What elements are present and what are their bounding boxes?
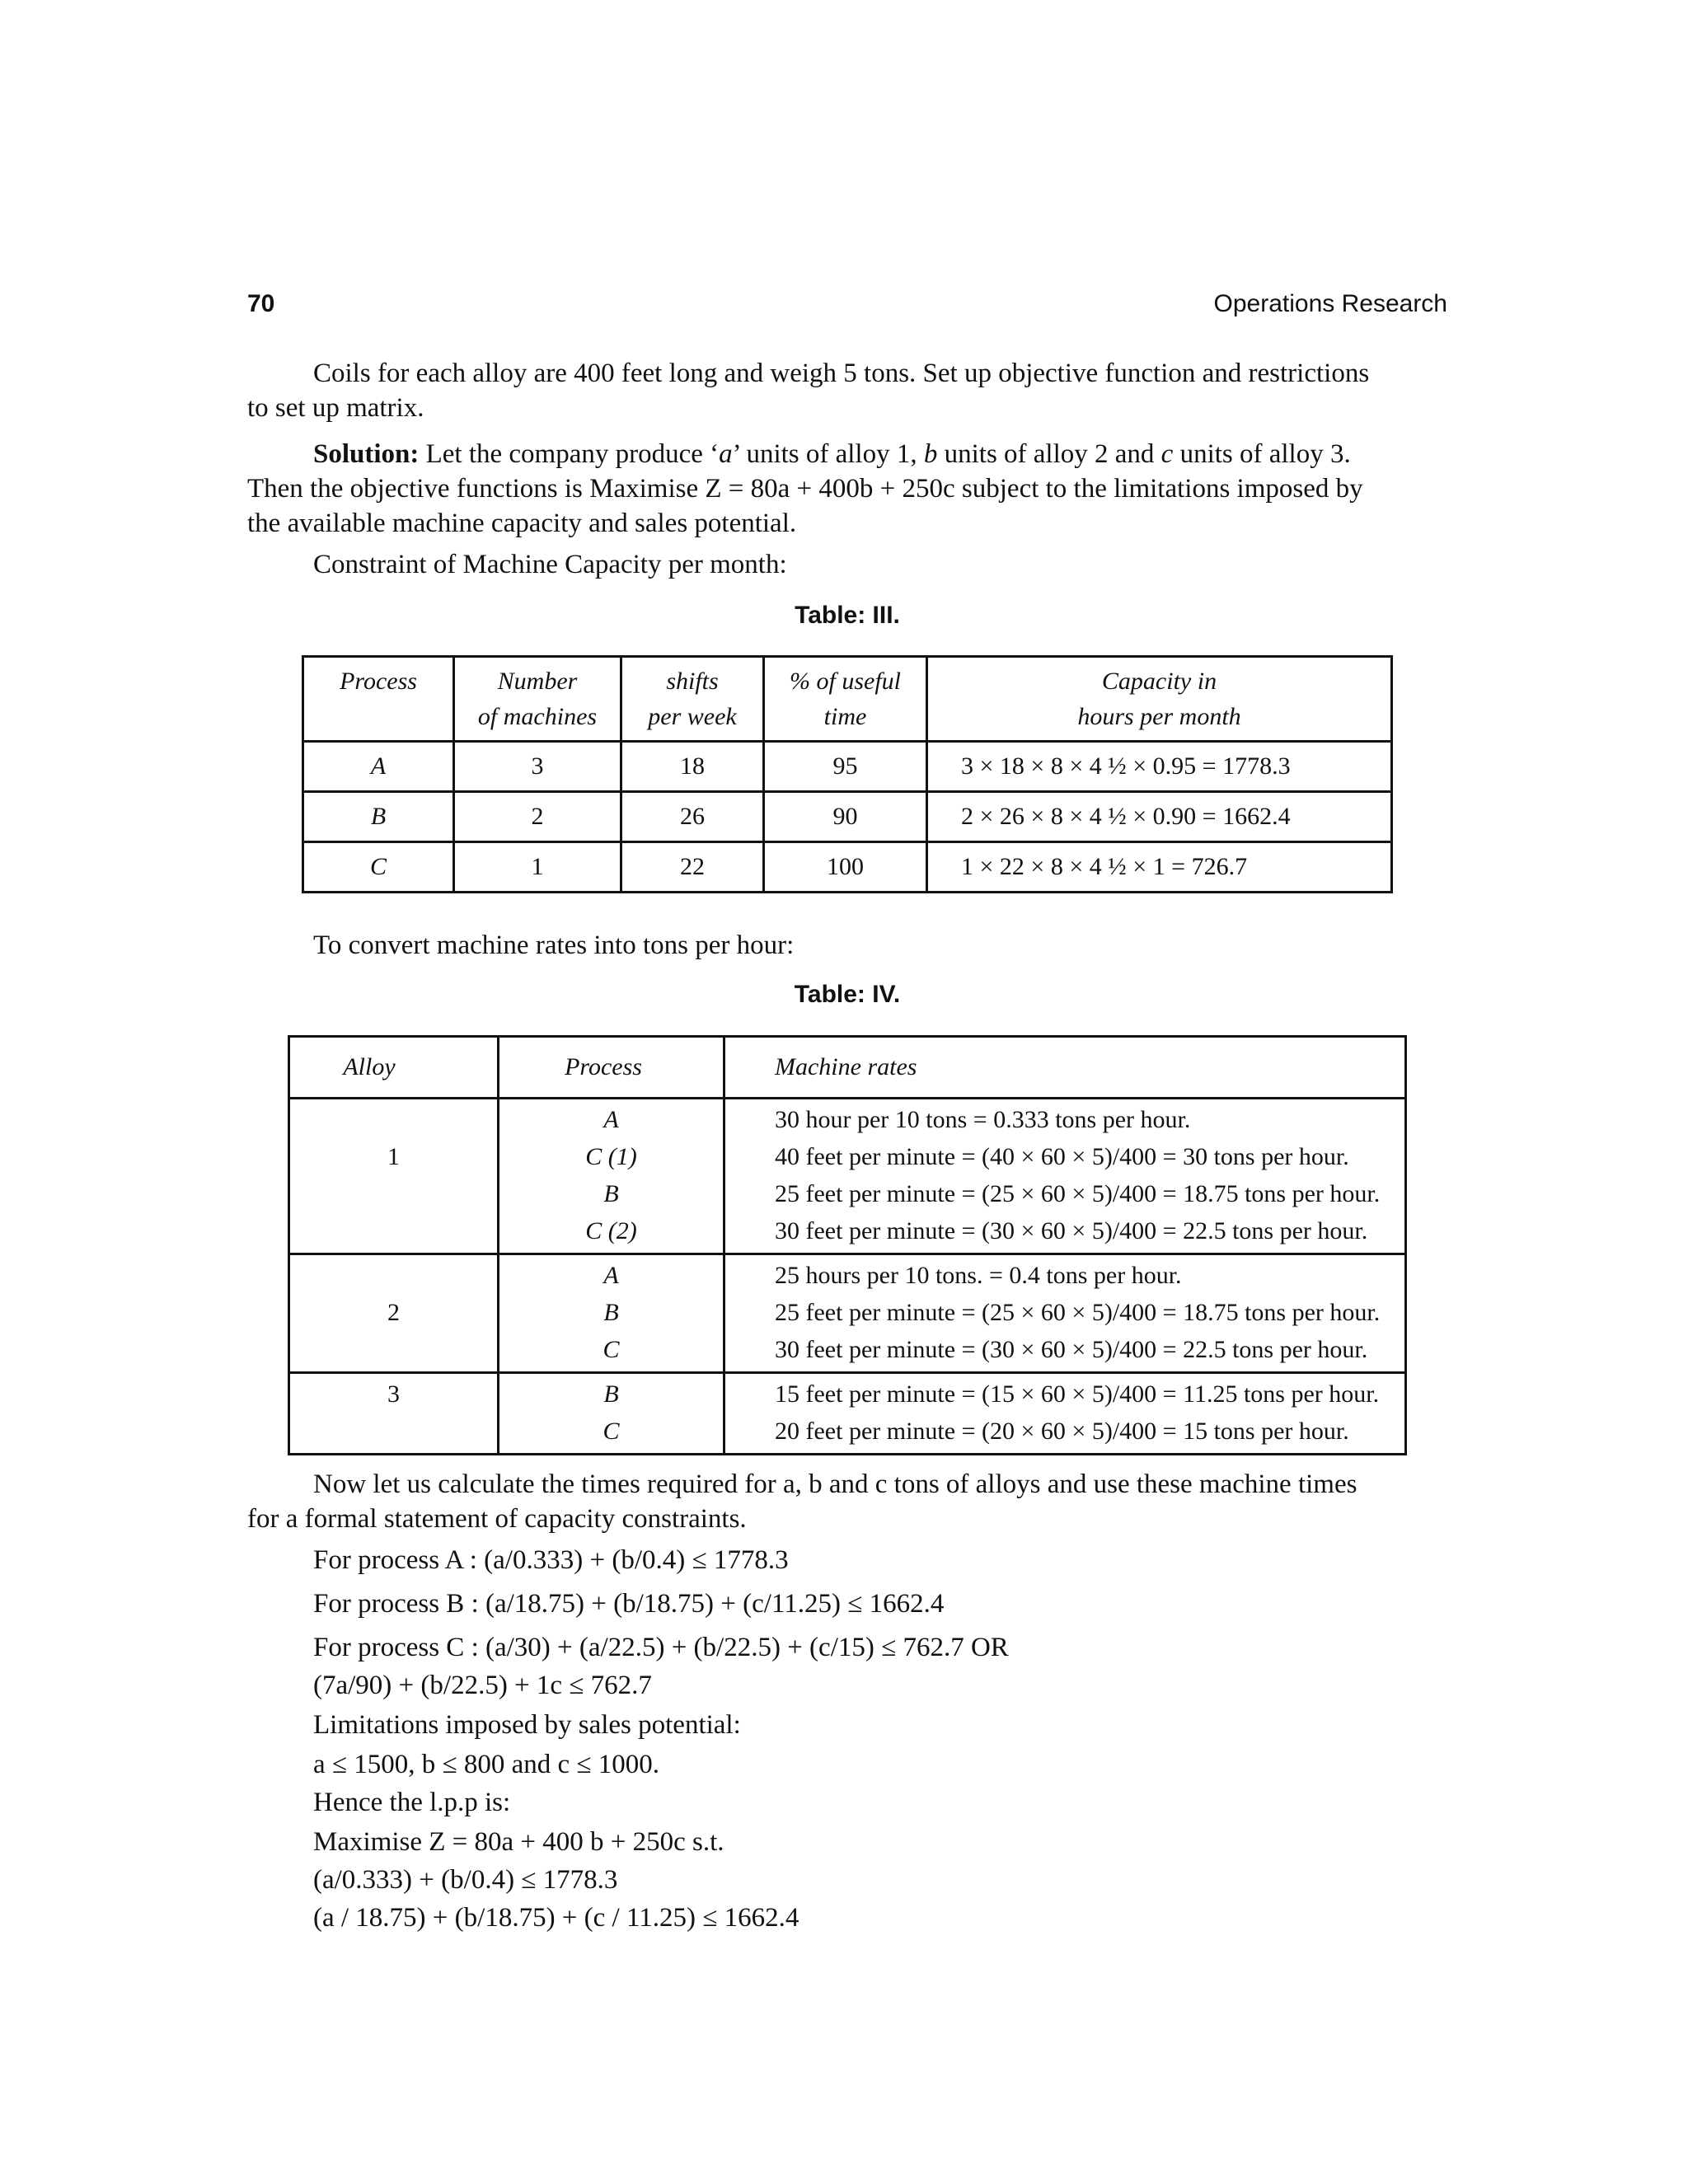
header-machine-rates: Machine rates	[724, 1037, 1406, 1099]
header-process: Process	[499, 1037, 724, 1099]
cell-capacity: 2 × 26 × 8 × 4 ½ × 0.90 = 1662.4	[927, 792, 1392, 842]
cell-capacity: 1 × 22 × 8 × 4 ½ × 1 = 726.7	[927, 842, 1392, 893]
solution-line-2: Then the objective functions is Maximise Z = 80a + 400b + 250c subject to the limitations imposed by	[247, 474, 1363, 504]
cell-useful: 100	[764, 842, 927, 893]
table-row	[303, 742, 1392, 792]
cell-alloy: 1	[289, 1099, 499, 1254]
sales-heading: Limitations imposed by sales potential:	[313, 1710, 741, 1740]
cell-shifts: 26	[621, 792, 764, 842]
machine-rates-table	[288, 1035, 1407, 1455]
process-c-constraint: For process C : (a/30) + (a/22.5) + (b/22.5) + (c/15) ≤ 762.7 OR	[313, 1633, 1009, 1662]
cell-shifts: 18	[621, 742, 764, 792]
table-header-row	[303, 657, 1392, 742]
machine-capacity-table	[302, 655, 1393, 893]
constraint-heading: Constraint of Machine Capacity per month:	[313, 550, 787, 579]
table-row	[289, 1373, 1406, 1455]
cell-processes: B C	[499, 1373, 724, 1455]
table-header-row	[289, 1037, 1406, 1099]
calc-line-2: for a formal statement of capacity constraints.	[247, 1504, 747, 1534]
table-3-caption: Table: III.	[795, 602, 900, 629]
intro-line-1: Coils for each alloy are 400 feet long and weigh 5 tons. Set up objective function and restrictions	[313, 359, 1370, 388]
header-shifts: shifts per week	[621, 657, 764, 742]
cell-machines: 2	[454, 792, 621, 842]
table-row	[289, 1254, 1406, 1373]
table-row	[303, 842, 1392, 893]
sales-constraints: a ≤ 1500, b ≤ 800 and c ≤ 1000.	[313, 1750, 660, 1779]
page-header	[247, 290, 1447, 326]
cell-rates: 15 feet per minute = (15 × 60 × 5)/400 = 11.25 tons per hour. 20 feet per minute = (20 × 60 × 5)/400 = 15 tons per hour.	[724, 1373, 1406, 1455]
lpp-constraint-1: (a/0.333) + (b/0.4) ≤ 1778.3	[313, 1865, 618, 1895]
hence-line: Hence the l.p.p is:	[313, 1788, 511, 1817]
solution-line-3: the available machine capacity and sales potential.	[247, 509, 797, 538]
lpp-constraint-2: (a / 18.75) + (b/18.75) + (c / 11.25) ≤ 1662.4	[313, 1903, 799, 1933]
cell-rates: 25 hours per 10 tons. = 0.4 tons per hour. 25 feet per minute = (25 × 60 × 5)/400 = 18.75 tons per hour. 30 feet per minute = (30 × 60 × 5)/400 = 22.5 tons per hour.	[724, 1254, 1406, 1373]
cell-process: A	[303, 742, 454, 792]
objective-function: Maximise Z = 80a + 400 b + 250c s.t.	[313, 1827, 724, 1857]
header-useful-time: % of useful time	[764, 657, 927, 742]
solution-paragraph	[247, 437, 1447, 541]
table-row	[289, 1099, 1406, 1254]
cell-process: B	[303, 792, 454, 842]
process-c-constraint-simplified: (7a/90) + (b/22.5) + 1c ≤ 762.7	[313, 1671, 652, 1700]
header-capacity: Capacity in hours per month	[927, 657, 1392, 742]
cell-capacity: 3 × 18 × 8 × 4 ½ × 0.95 = 1778.3	[927, 742, 1392, 792]
calc-paragraph	[247, 1467, 1447, 1536]
solution-line-1: Solution: Let the company produce ‘a’ units of alloy 1, b units of alloy 2 and c units of alloy 3.	[313, 439, 1351, 469]
header-alloy: Alloy	[289, 1037, 499, 1099]
cell-machines: 1	[454, 842, 621, 893]
solution-label: Solution:	[313, 439, 420, 469]
process-b-constraint: For process B : (a/18.75) + (b/18.75) + (c/11.25) ≤ 1662.4	[313, 1589, 945, 1619]
header-process: Process	[303, 657, 454, 742]
running-head: Operations Research	[1213, 290, 1447, 317]
cell-machines: 3	[454, 742, 621, 792]
header-machines: Number of machines	[454, 657, 621, 742]
cell-shifts: 22	[621, 842, 764, 893]
cell-processes: A C (1) B C (2)	[499, 1099, 724, 1254]
calc-line-1: Now let us calculate the times required for a, b and c tons of alloys and use these machine times	[313, 1469, 1357, 1499]
cell-useful: 90	[764, 792, 927, 842]
table-4-caption: Table: IV.	[794, 981, 901, 1008]
intro-paragraph	[247, 356, 1447, 425]
table-row	[303, 792, 1392, 842]
process-a-constraint: For process A : (a/0.333) + (b/0.4) ≤ 1778.3	[313, 1545, 789, 1575]
cell-useful: 95	[764, 742, 927, 792]
convert-heading: To convert machine rates into tons per hour:	[313, 930, 795, 960]
cell-alloy: 3	[289, 1373, 499, 1455]
cell-alloy: 2	[289, 1254, 499, 1373]
cell-rates: 30 hour per 10 tons = 0.333 tons per hour. 40 feet per minute = (40 × 60 × 5)/400 = 30 tons per hour. 25 feet per minute = (25 × 60 × 5)/400 = 18.75 tons per hour. 30 feet per minute = (30 × 60 × 5)/400 = 22.5 tons per hour.	[724, 1099, 1406, 1254]
intro-line-2: to set up matrix.	[247, 393, 424, 423]
page-number: 70	[247, 290, 275, 317]
cell-processes: A B C	[499, 1254, 724, 1373]
cell-process: C	[303, 842, 454, 893]
